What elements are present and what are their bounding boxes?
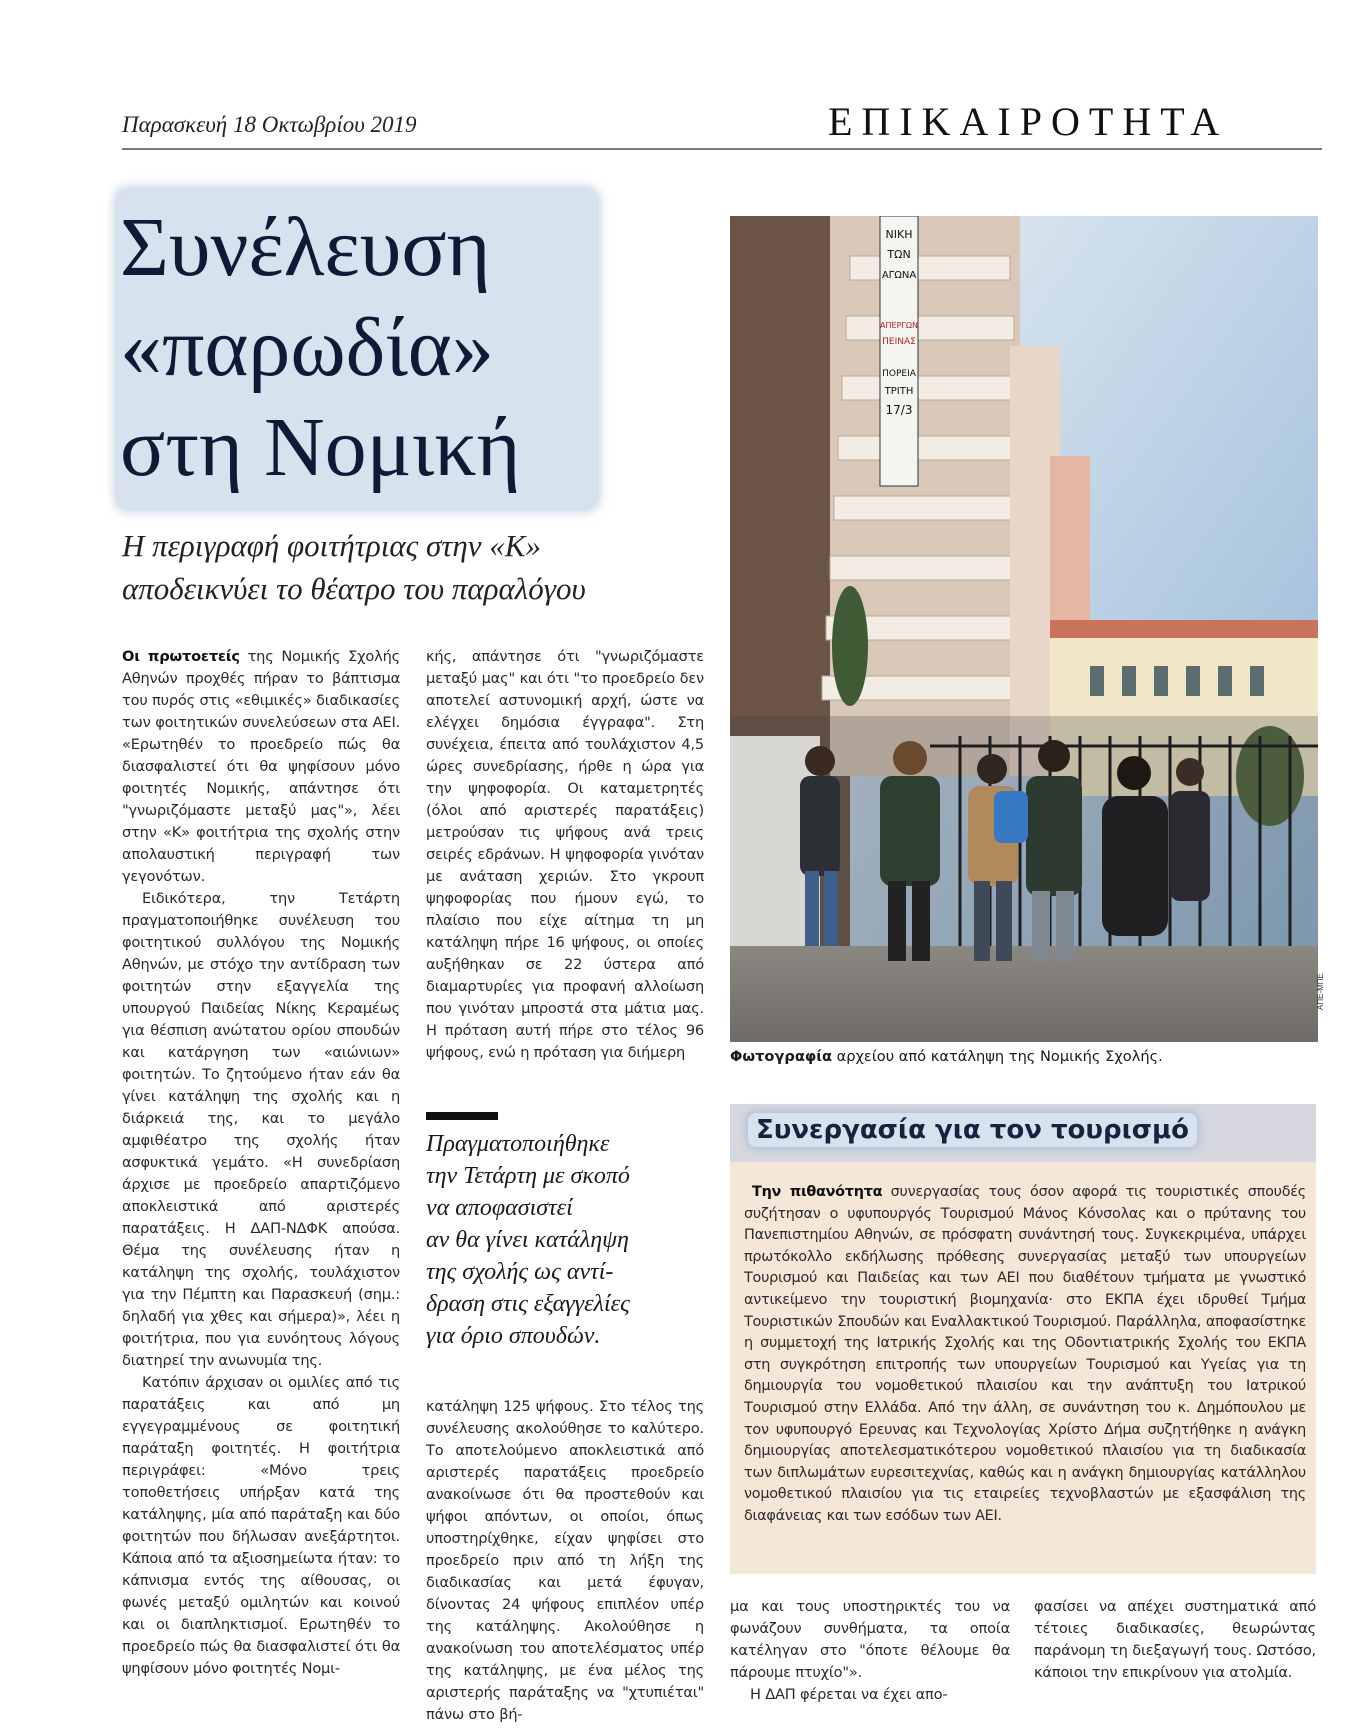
section-title: ΕΠΙΚΑΙΡΟΤΗΤΑ [828,99,1229,144]
caption-text: αρχείου από κατάληψη της Νομικής Σχολής. [831,1048,1163,1065]
paragraph: Κατόπιν άρχισαν οι ομιλίες από τις παρατάξεις και από μη εγγεγραμμένους σε φοιτητική παράταξη φοιτητές. Η φοιτήτρια περιγράφει: «Μόνο τρεις τοποθετήσεις υπήρξαν κατά της κατάληψης, μία από παράταξη και δύο φοιτητών που δήλωσαν ανεξάρτητοι. Κάποια από τα αξιοσημείωτα ήταν: το κάπνισμα εντός της αίθουσας, οι φωνές μεταξύ ομιλητών και κοινού και οι διαπληκτισμοί. Ερωτηθέν το προεδρείο πώς θα διασφαλιστεί ότι θα ψηφίσουν μόνο φοιτητές Νομι- [122,1374,400,1677]
banner-text: ΑΠΕΡΓΩΝ [880,321,918,330]
article-photo [730,216,1318,1042]
photo-illustration [730,216,1318,1042]
photo-credit: ΑΠΕ-ΜΠΕ [1316,973,1325,1010]
paragraph: κής, απάντησε ότι "γνωριζόμαστε μεταξύ μας" και ότι "το προεδρείο δεν αποτελεί αστυνομική αρχή, ώστε να ελέγχει δημόσια έγγραφα". Στη συνέχεια, έπειτα από τουλάχιστον 4,5 ώρες συνεδρίασης, ήρθε η ώρα για την ψηφοφορία. Οι καταμετρητές (όλοι από αριστερές παρατάξεις) μετρούσαν τις ψήφους ανά τρεις σειρές εδράνων. Η ψηφοφορία γινόταν με ανάταση χεριών. Στο γκρουπ ψηφοφορίας που ήμουν εγώ, το πλαίσιο που είχε αίτημα τη μη κατάληψη πήρε 16 ψήφους, οι οποίες αυξήθηκαν σε 22 ύστερα από διαμαρτυρίες για προφανή αλλοίωση που γινόταν μπροστά στα μάτια μας. Η πρόταση αυτή πήρε στο τέλος 96 ψήφους, ενώ η πρόταση για διήμερη [426,648,704,1061]
banner-text: ΠΟΡΕΙΑ [882,369,916,379]
header-rule [122,148,1322,150]
article-column-3 [730,1596,1010,1706]
paragraph: μα και τους υποστηρικτές του να φωνάζουν συνθήματα, τα οποία κατέληγαν στο "όποτε θέλουμε θα πάρουμε πτυχίο"». [730,1598,1010,1681]
article-column-1 [122,646,400,1680]
article-headline: Συνέλευση «παρωδία» στη Νομική [120,201,521,494]
banner-text: ΤΡΙΤΗ [884,386,914,397]
sidebar-body [744,1182,1306,1528]
paragraph: Ειδικότερα, την Τετάρτη πραγματοποιήθηκε συνέλευση του φοιτητικού συλλόγου της Νομικής Αθηνών, με στόχο την αντίδραση των φοιτητών στην εξαγγελία της υπουργού Παιδείας Νίκης Κεραμέως για θέσπιση ανώτατου ορίου σπουδών και κατάργηση των «αιώνιων» φοιτητών. Το ζητούμενο ήταν εάν θα γίνει κατάληψη της σχολής και η διάρκειά της, και το μεγάλο αμφιθέατρο της σχολής ήταν ασφυκτικά γεμάτο. «Η συνεδρίαση άρχισε με προεδρείο απαρτιζόμενο αποκλειστικά από αριστερές παρατάξεις. Η ΔΑΠ-ΝΔΦΚ απούσα. Θέμα της συνέλευσης ήταν η κατάληψη της σχολής, τουλάχιστον για την Πέμπτη και Παρασκευή (σημ.: δηλαδή για χθες και σήμερα)», λέει η φοιτήτρια, που για ευνόητους λόγους διατηρεί την ανωνυμία της. [122,890,400,1369]
banner-text: ΠΕΙΝΑΣ [882,337,916,347]
issue-date: Παρασκευή 18 Οκτωβρίου 2019 [122,112,417,137]
article-column-2-bottom [426,1396,704,1726]
sidebar-title: Συνεργασία για τον τουρισμό [756,1115,1189,1145]
paragraph: της Νομικής Σχολής Αθηνών προχθές πήραν το βάπτισμα του πυρός στις «εθιμικές» διαδικασίες των φοιτητικών συνελεύσεων στα ΑΕΙ. «Ερωτηθέν το προεδρείο πώς θα διασφαλιστεί ότι θα ψηφίσουν μόνο φοιτητές Νομικής, απάντησε ότι "γνωριζόμαστε μεταξύ μας"», λέει στην «Κ» φοιτήτρια της σχολής στην απολαυστική περιγραφή των γεγονότων. [122,648,400,885]
sidebar-lead-word: Την πιθανότητα [752,1184,883,1200]
article-column-4 [1034,1596,1316,1684]
banner-text: 17/3 [885,403,913,417]
banner-text: ΝΙΚΗ [885,228,913,241]
banner-text: ΑΓΩΝΑ [881,270,917,281]
photo-caption [730,1048,1320,1065]
sidebar-title-highlight [748,1113,1197,1147]
sidebar-paragraph: συνεργασίας τους όσον αφορά τις τουριστικές σπουδές συζήτησαν ο υφυπουργός Τουρισμού Μάνος Κόνσολας και ο πρύτανης του Πανεπιστημίου Αθηνών, σε πρόσφατη συνάντησή τους. Συγκεκριμένα, υπάρχει πρωτόκολλο εκδήλωσης πρόθεσης συνεργασίας μεταξύ των υπουργείων Τουρισμού και Παιδείας και των ΑΕΙ που διαθέτουν τμήματα με γνωστικό αντικείμενο την τουριστική βιομηχανία· στο ΕΚΠΑ έχει ιδρυθεί Τμήμα Τουριστικών Σπουδών και Εναλλακτικού Τουρισμού. Παράλληλα, αποφασίστηκε η συμμετοχή της Ιατρικής Σχολής και της Οδοντιατρικής Σχολής του ΕΚΠΑ στη συγκρότηση επιτροπής των υπουργείων Τουρισμού και Υγείας για τη δημιουργία του νομοθετικού πλαισίου και την ανάπτυξη του Ιατρικού Τουρισμού στην Ελλάδα. Από την άλλη, σε συνάντηση του κ. Δημόπουλου με τον υφυπουργό Ερευνας και Τεχνολογίας Χρίστο Δήμα συζητήθηκε η ανάγκη δημιουργίας αποτελεσματικότερου νομοθετικού πλαισίου για τη διαδικασία των διπλωμάτων ευρεσιτεχνίας, καθώς και η ανάγκη δημιουργίας κατάλληλου νομοθετικού πλαισίου για τις εταιρείες τεχνοβλαστών με εξασφάλιση της διαφάνειας και των εσόδων των ΑΕΙ. [744,1184,1307,1524]
caption-lead: Φωτογραφία [730,1048,832,1065]
article-subheadline: Η περιγραφή φοιτήτριας στην «Κ» αποδεικνύει το θέατρο του παραλόγου [122,528,586,606]
pull-quote-rule [426,1112,498,1120]
paragraph: φασίσει να απέχει συστηματικά από τέτοιες διαδικασίες, θεωρώντας παράνομη τη διεξαγωγή τους. Ωστόσο, κάποιοι την επικρίνουν για ατολμία. [1034,1598,1316,1681]
article-column-2-top [426,646,704,1064]
banner-text: ΤΩΝ [887,248,911,261]
lead-word: Οι πρωτοετείς [122,648,240,665]
pull-quote: Πραγματοποιήθηκε την Τετάρτη με σκοπό να αποφασιστεί αν θα γίνει κατάληψη της σχολής ως αντί- δραση στις εξαγγελίες για όριο σπουδών. [426,1131,630,1349]
paragraph: κατάληψη 125 ψήφους. Στο τέλος της συνέλευσης ακολούθησε το καλύτερο. Το αποτελούμενο αποκλειστικά από αριστερές παρατάξεις προεδρείο ανακοίνωσε ότι θα προστεθούν και ψήφοι απόντων, οι οποίοι, όπως υποστηρίχθηκε, είχαν ψηφίσει στο προεδρείο πριν από τη λήξη της διαδικασίας και μετά έφυγαν, δίνοντας 24 ψήφους επιπλέον υπέρ της κατάληψης. Ακολούθησε η ανακοίνωση του αποτελέσματος υπέρ της κατάληψης, με ένα μέλος της αριστερής παράταξης να "χτυπιέται" πάνω στο βή- [426,1398,704,1723]
paragraph: Η ΔΑΠ φέρεται να έχει απο- [750,1686,948,1703]
